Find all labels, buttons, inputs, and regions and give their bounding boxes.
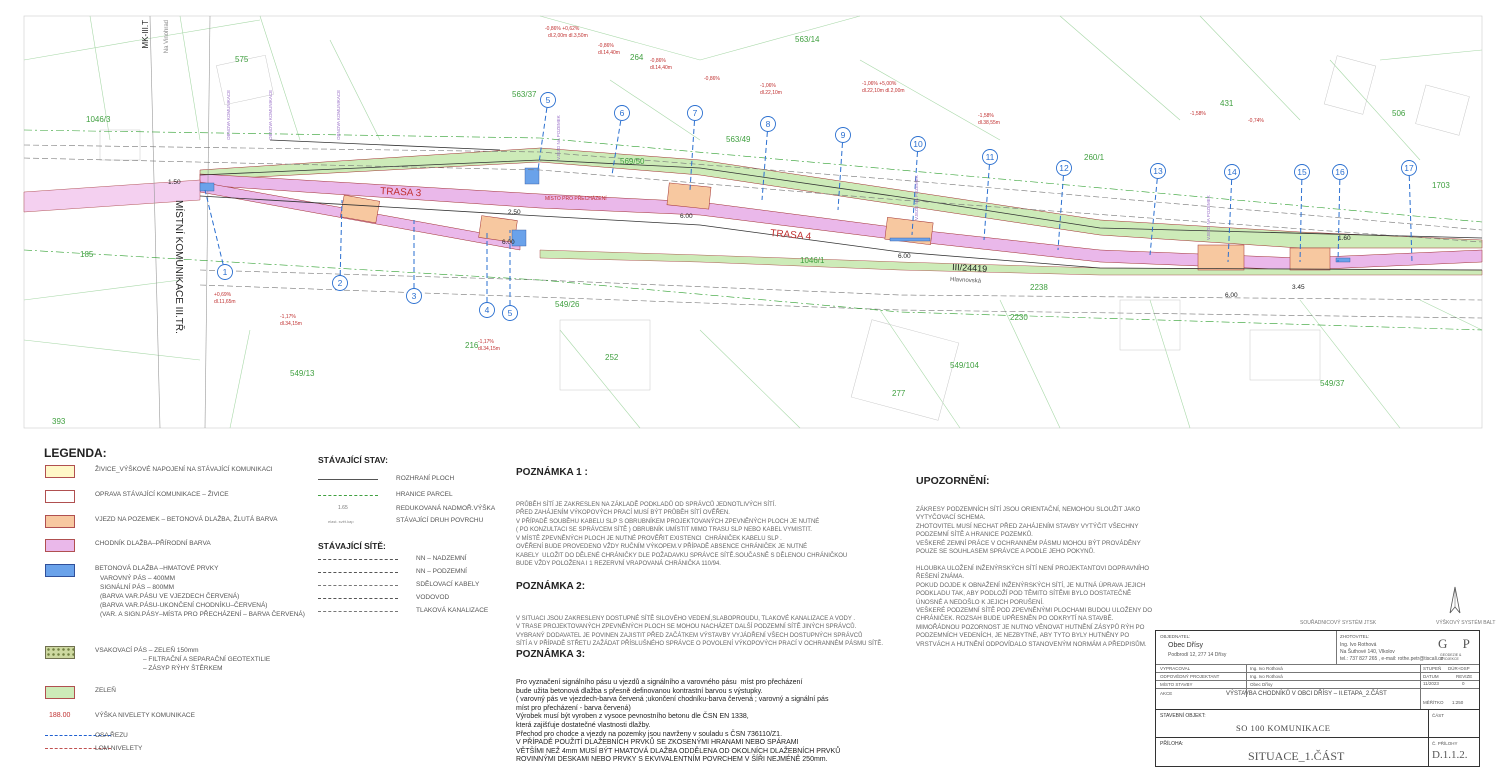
- note-line: HLOUBKA ULOŽENÍ INŽENÝRSKÝCH SÍTÍ NENÍ PROJEKTANTOVI DOPRAVNÍHO: [916, 564, 1150, 572]
- svg-text:VJEZD NA POZEMEK: VJEZD NA POZEMEK: [1206, 195, 1211, 240]
- note-line: V TRASE PROJEKTOVANÝCH ZPEVNĚNÝCH PLOCH SE MOHOU NACHÁZET DALŠÍ PODZEMNÍ SÍTĚ JINÝCH SPRÁVCŮ.: [516, 624, 857, 630]
- warning-title: UPOZORNĚNÍ:: [916, 474, 990, 487]
- dim-6: 1.60: [1338, 235, 1351, 242]
- note-line: ZÁKRESY PODZEMNÍCH SÍTÍ JSOU ORIENTAČNÍ, NEMOHOU SLOUŽIT JAKO: [916, 506, 1141, 514]
- tb-vypracoval-label: VYPRACOVAL: [1160, 666, 1191, 671]
- tb-zhotovitel: Ing. Ivo Rothová: [1340, 642, 1377, 648]
- section-marker-label: 1: [222, 267, 228, 277]
- stav-rozhrani: ROZHRANÍ PLOCH: [396, 475, 455, 482]
- parcel-393: 393: [52, 417, 66, 426]
- section-marker-label: 5: [507, 308, 513, 318]
- note-line: BUDE VŽDY POLOŽENA I 1 REZERVNÍ VRAPOVANÁ CHRÁNIČKA 110/94.: [516, 561, 721, 567]
- section-marker-label: 12: [1059, 163, 1069, 173]
- crossing-label: MÍSTO PRO PŘECHÁZENÍ: [545, 196, 607, 202]
- note-line: OVĚŘENÍ BUDE PROVEDENO VŽDY RUČNÍM VÝKOPEM.V PŘÍPADĚ ABSENCE CHRÁNIČEK JE NUTNÉ: [516, 544, 808, 550]
- note-line: SÍTÍ A V PŘÍPADĚ STŘETU ZAŽÁDAT PŘÍSLUŠNÉHO SPRÁVCE O POVOLENÍ VÝKOPOVÝCH PRACÍ V OCHRANNÉM PÁSMU SÍTĚ.: [516, 641, 884, 647]
- section-marker-label: 15: [1297, 167, 1307, 177]
- section-marker-label: 3: [411, 291, 417, 301]
- parcel-549-104: 549/104: [950, 361, 979, 370]
- existing-state-title: STÁVAJÍCÍ STAV:: [318, 455, 388, 465]
- svg-text:-0,86% +0,62%: -0,86% +0,62%: [545, 26, 580, 32]
- note-line: ZHOTOVITEL MUSÍ NECHAT PŘED ZAHÁJENÍM STAVBY VYTÝČIT VŠECHNY: [916, 522, 1139, 530]
- legend-title: LEGENDA:: [44, 446, 107, 460]
- network-line: [318, 572, 398, 573]
- tb-zhotovitel-tel: tel.: 737 827 265 , e-mail: rothe.petr@tiscali.cz: [1340, 656, 1444, 662]
- legend-swatch: [45, 646, 75, 659]
- company-logo: G P: [1438, 636, 1476, 651]
- note-line: KABELY ULOŽIT DO DĚLENÉ CHRÁNIČKY DLE POŽADAVKU SPRÁVCE SÍTĚ.SOUČASNĚ S DĚLENOU CHRÁNIČKOU: [516, 552, 848, 559]
- tb-c-prilohy: D.1.1.2.: [1432, 749, 1468, 761]
- legend-label: CHODNÍK DLAŽBA–PŘÍRODNÍ BARVA: [95, 540, 211, 547]
- title-block: [1155, 630, 1480, 767]
- note-line: ( PO KONZULTACI SE SPRÁVCEM SÍTĚ ) OBRUBNÍK UMÍSTIT MIMO TRASU SLP NEBO KABEL VYMISTIT.: [516, 527, 812, 533]
- note-line: VYTYČOVACÍ SCHEMA.: [916, 514, 986, 522]
- tb-zhotovitel-addr: Na Šuthové 140, Vlkolov: [1340, 649, 1395, 655]
- parcel-549-26: 549/26: [555, 300, 580, 309]
- warning-body: [916, 506, 1176, 649]
- note-line: V SITUACI JSOU ZAKRESLENY DOSTUPNÉ SÍTĚ SILOVÉHO VEDENÍ,SLABOPROUDU, TLAKOVÉ KANALIZACE A VODY .: [516, 615, 856, 622]
- legend-label: VSAKOVACÍ PÁS – ZELEŇ 150mm: [95, 647, 199, 654]
- dim-7: 2.50: [508, 209, 521, 216]
- section-marker-label: 7: [692, 108, 698, 118]
- svg-text:+0,69%: +0,69%: [214, 292, 232, 298]
- tb-revize: 0: [1462, 681, 1465, 686]
- svg-text:dl.22,10m dl.2,00m: dl.22,10m dl.2,00m: [862, 88, 905, 94]
- note-line: PODZEMNÍCH VEDENÍCH, JE NEZBYTNÉ, ABY TYTO BYLY HUTNĚNY PO: [916, 632, 1130, 640]
- section-marker-label: 8: [765, 119, 771, 129]
- svg-text:dl.14,40m: dl.14,40m: [650, 65, 672, 71]
- road-iii24419: III/24419: [951, 262, 988, 274]
- svg-text:-1,58%: -1,58%: [978, 113, 994, 119]
- note-line: Přechod pro chodce a vjezdy na pozemky jsou navrženy v souladu s ČSN 736110/Z1.: [516, 730, 783, 738]
- note-line: Výrobek musí být vyroben z vysoce pevnostního betonu dle ČSN EN 1338,: [516, 713, 749, 721]
- note2-title: POZNÁMKA 2:: [516, 581, 586, 592]
- section-marker-label: 2: [337, 278, 343, 288]
- parcel-216: 216: [465, 341, 479, 350]
- street-hlavnovska: Hlavnovská: [949, 277, 982, 285]
- tb-datum-label: DATUM: [1423, 674, 1439, 679]
- tb-misto: Obec Dřísy: [1250, 682, 1273, 687]
- legend-label: ŽIVICE_VÝŠKOVÉ NAPOJENÍ NA STÁVAJÍCÍ KOMUNIKACI: [95, 466, 273, 473]
- parcel-431: 431: [1220, 99, 1234, 108]
- legend-label: VJEZD NA POZEMEK – BETONOVÁ DLAŽBA, ŽLUTÁ BARVA: [95, 516, 278, 523]
- parcel-569-50: 569/50: [620, 157, 645, 166]
- svg-text:-1,17%: -1,17%: [478, 339, 494, 345]
- note-line: VRSTVÁCH A HUTNĚNÍ ODPOVÍDALO STANOVENÝM NORMÁM A PŘEDPISŮM.: [916, 640, 1147, 648]
- section-marker-label: 5: [545, 95, 551, 105]
- svg-text:OBNOVA KOMUNIKACE: OBNOVA KOMUNIKACE: [226, 89, 231, 140]
- network-label: VODOVOD: [416, 594, 450, 601]
- tb-so: SO 100 KOMUNIKACE: [1236, 723, 1331, 733]
- legend-label: ZELEŇ: [95, 687, 116, 694]
- svg-text:-0,74%: -0,74%: [1248, 118, 1264, 124]
- existing-networks: [318, 551, 508, 614]
- svg-text:dl.38,55m: dl.38,55m: [978, 120, 1000, 126]
- tb-stupen-label: STUPEŇ: [1423, 666, 1442, 671]
- note-line: PODKLADU TAK, ABY PODLOŽÍ POD TĚMITO SÍTĚMI BYLO DOSTATEČNĚ: [916, 590, 1132, 598]
- dim-5: 3.45: [1292, 284, 1305, 291]
- note-line: VĚTŠÍMI NEŽ 4mm MUSÍ BÝT HMATOVÁ DLAŽBA ODDĚLENA OD OKOLNÍCH DLAŽEBNÍCH PRVKŮ: [516, 747, 841, 755]
- note1-title: POZNÁMKA 1 :: [516, 467, 588, 478]
- stav-nadmor: REDUKOVANÁ NADMOŘ.VÝŠKA: [396, 505, 496, 512]
- dim-2: 6.00: [898, 253, 911, 260]
- svg-text:-1,06%: -1,06%: [760, 83, 776, 89]
- note-line: PODZEMNÍ SÍTĚ A HRANICE POZEMKŮ.: [916, 531, 1033, 539]
- note-line: ( varovný pás ve vjezdech-barva červená ;ukončení chodníku-barva červená ; varovný a signální pás: [516, 696, 829, 704]
- svg-text:-0,86%: -0,86%: [650, 58, 666, 64]
- note-line: ROVINNÝMI DESKAMI NEBO PRVKY S EKVIVALENTNÍM POVRCHEM V ŠÍŘI NEJMÉNĚ 250mm.: [516, 756, 828, 764]
- tb-zhotovitel-label: ZHOTOVITEL:: [1340, 634, 1370, 639]
- legend-label: LOM NIVELETY: [95, 745, 143, 752]
- legend-label: VÝŠKA NIVELETY KOMUNIKACE: [95, 712, 195, 719]
- svg-text:dl.22,10m: dl.22,10m: [760, 90, 782, 96]
- mk3-label: MK-III.T: [141, 20, 150, 49]
- legend-swatch: [45, 564, 75, 577]
- network-label: NN – NADZEMNÍ: [416, 555, 467, 562]
- existing-networks-title: STÁVAJÍCÍ SÍTĚ:: [318, 541, 386, 551]
- legend-swatch: [45, 490, 75, 503]
- parcel-563-37: 563/37: [512, 90, 537, 99]
- note-line: [916, 556, 1176, 564]
- section-marker-label: 16: [1335, 167, 1345, 177]
- dim-3: 6.00: [1225, 292, 1238, 299]
- parcel-264: 264: [630, 53, 644, 62]
- network-line: [318, 598, 398, 599]
- trasa3-label: TRASA 3: [379, 186, 422, 200]
- note-1: [516, 452, 847, 577]
- legend-elevation-value: 188.00: [49, 712, 71, 719]
- svg-text:OBNOVA KOMUNIKACE: OBNOVA KOMUNIKACE: [268, 89, 273, 140]
- note-line: VYBRANÝ DODAVATEL JE POVINEN ZAJISTIT PŘED ZAČÁTKEM VÝSTAVBY VYJÁDŘENÍ VŠECH DOSTUPNÝCH SPRÁVCŮ: [516, 632, 863, 639]
- network-label: TLAKOVÁ KANALIZACE: [416, 607, 489, 614]
- trasa4-label: TRASA 4: [769, 228, 812, 243]
- legend-swatch: [45, 465, 75, 478]
- tb-datum: 11/2023: [1423, 681, 1439, 686]
- svg-text:dl.34,15m: dl.34,15m: [280, 321, 302, 327]
- section-marker-label: 4: [484, 305, 490, 315]
- note-line: která zajišťuje dostatečné vlastnosti dlažby.: [516, 721, 651, 729]
- note-line: V PŘÍPADĚ POUŽITÍ DLAŽEBNÍCH PRVKŮ SE ZKOSENÝMI HRANAMI NEBO SPÁRAMI: [516, 739, 799, 747]
- note-line: V MÍSTĚ ZPEVNĚNÝCH PLOCH JE NUTNÉ PROVĚŘIT EXISTENCI CHRÁNIČEK KABELU SLP .: [516, 535, 782, 542]
- note1-body: [516, 501, 847, 569]
- dim-8: 1.50: [168, 179, 181, 186]
- tb-misto-label: MÍSTO STAVBY: [1160, 682, 1193, 687]
- local-road-label: MÍSTNÍ KOMUNIKACE III.TŘ.: [173, 200, 184, 334]
- legend-swatch: [45, 539, 75, 552]
- tb-odp-label: ODPOVĚDNÝ PROJEKTANT: [1160, 674, 1220, 679]
- north-arrow-icon: [1440, 585, 1470, 615]
- parcel-1703: 1703: [1432, 181, 1450, 190]
- tb-priloha-label: PŘÍLOHA:: [1160, 741, 1184, 747]
- parcel-277: 277: [892, 389, 906, 398]
- parcel-1046-3: 1046/3: [86, 115, 111, 124]
- tb-priloha: SITUACE_1.ČÁST: [1248, 749, 1345, 763]
- legend-label: BETONOVÁ DLAŽBA –HMATOVÉ PRVKY: [95, 565, 219, 572]
- svg-text:dl.34,15m: dl.34,15m: [478, 346, 500, 352]
- note-line: POKUD DOJDE K OBNAŽENÍ INŽENÝRSKÝCH SÍTÍ, JE NUTNÁ ÚPRAVA JEJICH: [916, 581, 1146, 589]
- note-line: MIMOŘÁDNOU POZORNOST JE NUTNO VĚNOVAT HUTNĚNÍ ZÁSYPŮ RÝH PO: [916, 623, 1145, 631]
- parcel-260-1: 260/1: [1084, 153, 1105, 162]
- section-marker-label: 11: [985, 152, 995, 162]
- legend-label: OPRAVA STÁVAJÍCÍ KOMUNIKACE – ŽIVICE: [95, 491, 229, 498]
- svg-text:-1,58%: -1,58%: [1190, 111, 1206, 117]
- parcel-563-14: 563/14: [795, 35, 820, 44]
- note-line: V PŘÍPADĚ SOUBĚHU KABELU SLP S OBRUBNÍKEM PROJEKTOVANÝCH ZPEVNĚNÝCH PLOCH JE NUTNÉ: [516, 518, 820, 525]
- tb-objednatel-label: OBJEDNATEL:: [1160, 634, 1191, 639]
- dim-4: 6.00: [502, 239, 515, 246]
- tb-vypracoval: Ing. Ivo Rothová: [1250, 666, 1283, 671]
- stav-povrch: STÁVAJÍCÍ DRUH POVRCHU: [396, 517, 484, 524]
- legend: [40, 446, 310, 752]
- parcel-506: 506: [1392, 109, 1406, 118]
- svg-text:-0,86%: -0,86%: [598, 43, 614, 49]
- parcel-252: 252: [605, 353, 619, 362]
- legend-swatch: [45, 515, 75, 528]
- network-label: SDĚLOVACÍ KABELY: [416, 581, 480, 588]
- parcel-549-13: 549/13: [290, 369, 315, 378]
- section-marker-label: 13: [1153, 166, 1163, 176]
- tb-akce-label: AKCE: [1160, 691, 1173, 696]
- legend-swatch: [45, 686, 75, 699]
- svg-text:dl.14,40m: dl.14,40m: [598, 50, 620, 56]
- tb-so-label: STAVEBNÍ OBJEKT:: [1160, 713, 1206, 719]
- svg-text:VJEZD NA POZEMEK: VJEZD NA POZEMEK: [914, 175, 919, 220]
- parcel-2238: 2238: [1030, 283, 1048, 292]
- tb-akce: VÝSTAVBA CHODNÍKŮ V OBCI DŘÍSY – II.ETAPA_2.ČÁST: [1226, 691, 1387, 697]
- svg-text:OBNOVA KOMUNIKACE: OBNOVA KOMUNIKACE: [336, 89, 341, 140]
- stav-small-1: 1.65: [338, 505, 348, 511]
- svg-text:-1,06% +5,00%: -1,06% +5,00%: [862, 81, 897, 87]
- tb-objednatel: Obec Dřísy: [1168, 642, 1204, 649]
- note-line: ÚNOSNÉ A NEDOŠLO K JEJICH PORUŠENÍ.: [916, 598, 1044, 606]
- parcel-575: 575: [235, 55, 249, 64]
- network-line: [318, 585, 398, 586]
- section-marker-label: 17: [1404, 163, 1414, 173]
- note-line: PRŮBĚH SÍTÍ JE ZAKRESLEN NA ZÁKLADĚ PODKLADŮ OD SPRÁVCŮ JEDNOTLIVÝCH SÍTÍ.: [516, 501, 777, 508]
- note-line: PŘED ZAHÁJENÍM VÝKOPOVÝCH PRACÍ MUSÍ BÝT PRŮBĚH SÍTÍ OVĚŘEN.: [516, 510, 730, 516]
- tb-objednatel-addr: Podbrodí 12, 277 14 Dřísy: [1168, 652, 1227, 658]
- network-line: [318, 611, 398, 612]
- parcel-563-49: 563/49: [726, 135, 751, 144]
- tb-stupen: DÚR+DSP: [1448, 666, 1470, 671]
- section-marker-label: 9: [840, 130, 846, 140]
- note-line: VEŠKERÉ ZEMNÍ PRÁCE V OCHRANNÉM PÁSMU MOHOU BÝT PROVÁDĚNY: [916, 539, 1141, 547]
- parcel-2230: 2230: [1010, 313, 1028, 322]
- note-line: CHRÁNIČEK. ROZSAH BUDE UPŘESNĚN PO ODKRYTÍ NA STAVBĚ.: [916, 615, 1114, 623]
- jtsk-label: SOUŘADNICOVÝ SYSTÉM JTSK: [1300, 620, 1377, 626]
- parcel-549-37: 549/37: [1320, 379, 1345, 388]
- tb-meritko: 1:250: [1452, 700, 1464, 705]
- company-logo-sub: GEODEZIE & PROJEKCE: [1440, 653, 1462, 661]
- legend-infiltration-details: – FILTRAČNÍ A SEPARAČNÍ GEOTEXTILIE – ZÁSYP RÝHY ŠTĚRKEM: [143, 656, 271, 672]
- tb-odp: Ing. Ivo Rothová: [1250, 674, 1283, 679]
- tb-meritko-label: MĚŘÍTKO: [1423, 700, 1444, 705]
- note3-title: POZNÁMKA 3:: [516, 649, 586, 661]
- note-line: POUZE SE SOUHLASEM SPRÁVCE A PODLE JEHO POKYNŮ.: [916, 548, 1095, 556]
- parcel-1046-1: 1046/1: [800, 256, 825, 265]
- note3-body: [516, 679, 840, 765]
- existing-state: [318, 455, 508, 614]
- section-marker-label: 14: [1227, 167, 1237, 177]
- note-line: ŘEŠENÍ ZNÁMA.: [916, 573, 965, 581]
- legend-tactile-details: VAROVNÝ PÁS – 400MM SIGNÁLNÍ PÁS – 800MM (BARVA VAR.PÁSU VE VJEZDECH ČERVENÁ) (BARVA VAR.PÁSU-UKONČENÍ CHODNÍKU–ČERVENÁ) (VAR. A SIGN.PÁSY–MÍSTA PRO PŘECHÁZENÍ – BARVA ČERVENÁ): [100, 575, 305, 618]
- note-3: [516, 634, 840, 774]
- svg-text:VJEZD NA POZEMEK: VJEZD NA POZEMEK: [556, 115, 561, 160]
- section-marker-label: 10: [913, 139, 923, 149]
- tb-cast-label: ČÁST: [1432, 713, 1445, 718]
- note-line: VEŠKERÉ PODZEMNÍ SÍTĚ POD ZPEVNĚNÝMI PLOCHAMI BUDOU ULOŽENY DO: [916, 606, 1153, 614]
- parcel-185: 185: [80, 250, 94, 259]
- note-line: bude užita betonová dlažba s přesně definovanou kontrastní barvou s výstupky.: [516, 687, 763, 695]
- tb-revize-label: REVIZE: [1456, 674, 1473, 679]
- section-marker-label: 6: [619, 108, 625, 118]
- svg-text:dl.11,65m: dl.11,65m: [214, 299, 236, 305]
- note-line: míst pro přecházení - barva červená): [516, 704, 631, 712]
- tb-c-prilohy-label: Č. PŘÍLOHY: [1432, 741, 1458, 746]
- svg-text:dl.2,00m dl.3,50m: dl.2,00m dl.3,50m: [548, 33, 588, 39]
- street-na-vinohrad: Na Vinohrad: [164, 20, 170, 54]
- svg-text:-0,86%: -0,86%: [704, 76, 720, 82]
- legend-label: OSA ŘEZU: [95, 732, 128, 739]
- balt-label: VÝŠKOVÝ SYSTÉM BALT: [1436, 620, 1496, 626]
- network-line: [318, 559, 398, 560]
- stav-hranice: HRANICE PARCEL: [396, 491, 453, 498]
- svg-text:-1,17%: -1,17%: [280, 314, 296, 320]
- warning-block: [916, 460, 1176, 657]
- note-line: Pro vyznačení signálního pásu u vjezdů a signálního a varovného pásu míst pro přecházení: [516, 678, 803, 686]
- network-label: NN – PODZEMNÍ: [416, 568, 467, 575]
- dim-1: 6.00: [680, 213, 693, 220]
- stav-small-2: elast. svět.kap: [328, 519, 354, 524]
